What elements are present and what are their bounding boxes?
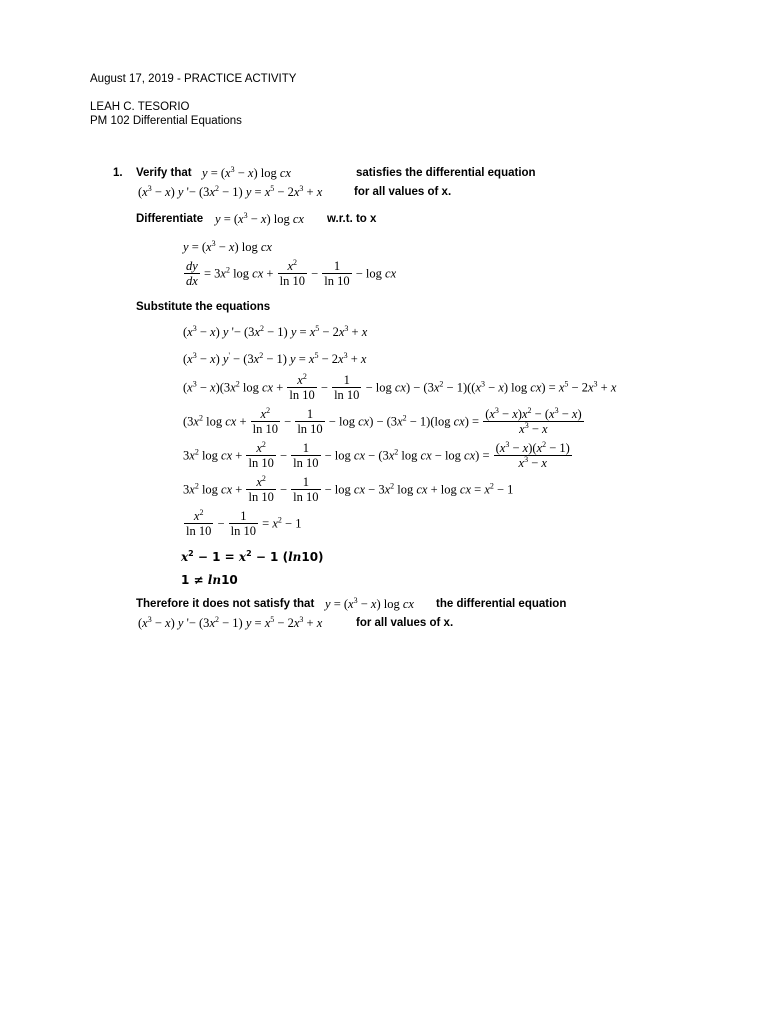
- activity-date-title: August 17, 2019 - PRACTICE ACTIVITY: [90, 73, 297, 85]
- step-8: $x^2 - 1 = x^2 - 1$ (ln10): [181, 549, 324, 564]
- the-de-label: the differential equation: [436, 598, 567, 610]
- derivative-equation: $\frac{dy}{dx}$ = $3x^2$ log cx + $\frac{x^2}{\ln 10}$ − $\frac{1}{\ln 10}$ − log cx: [186, 258, 397, 288]
- differentiate-label: Differentiate: [136, 213, 204, 225]
- differential-equation: $(x^3 - x)$ y '− $(3x^2 - 1) y = x^5 - 2x^3 + x$: [138, 184, 323, 199]
- step-4: ($3x^2$ log cx + $\frac{x^2}{\ln 10}$ − $\frac{1}{\ln 10}$ − $\log cx) - (3x^2 - 1)(\log$ cx) = $\frac{(x^3 - x)x^2 - (x^3 - x)}{x^3 - x}$: [183, 406, 582, 436]
- step-3: $(x^3 - x)(3x^2$ log cx + $\frac{x^2}{\ln 10}$ − $\frac{1}{\ln 10}$ − $\log cx) - (3x^2 - 1)((x^3 - x)$ $\log cx) = x^5 - 2x^3 + x$: [183, 372, 617, 402]
- step-9: 1 ≠ ln10: [181, 573, 238, 587]
- verify-label: Verify that: [136, 167, 192, 179]
- therefore-label: Therefore it does not satisfy that: [136, 598, 315, 610]
- conclusion-function: $y = (x^3 - x)$ log cx: [325, 596, 414, 611]
- step-7: $\frac{x^2}{\ln 10}$ − $\frac{1}{\ln 10}$ = $x^2 - 1$: [186, 508, 302, 538]
- problem-number: 1.: [113, 167, 123, 179]
- all-values-label-2: for all values of x.: [356, 617, 454, 629]
- step-1: $(x^3 - x)$ y '− $(3x^2 - 1) y = x^5 - 2x^3 + x$: [183, 324, 368, 339]
- conclusion-equation: $(x^3 - x)$ y '− $(3x^2 - 1) y = x^5 - 2x^3 + x$: [138, 615, 323, 630]
- all-values-label: for all values of x.: [354, 186, 452, 198]
- wrt-label: w.r.t. to x: [327, 213, 377, 225]
- course-name: PM 102 Differential Equations: [90, 115, 242, 127]
- step-2: $(x^3 - x) y' - (3x^2 - 1) y = x^5 - 2x^3 + x$: [183, 351, 367, 366]
- satisfies-label: satisfies the differential equation: [356, 167, 536, 179]
- student-name: LEAH C. TESORIO: [90, 101, 190, 113]
- function-equation: $y = (x^3 - x)$ log cx: [202, 165, 291, 180]
- differentiate-equation: $y = (x^3 - x)$ log cx: [215, 211, 304, 226]
- step-6: $3x^2$ log cx + $\frac{x^2}{\ln 10}$ − $\frac{1}{\ln 10}$ − log cx − $3x^2$ log cx + log cx = $x^2 - 1$: [183, 474, 514, 504]
- substitute-label: Substitute the equations: [136, 301, 271, 313]
- step-5: $3x^2$ log cx + $\frac{x^2}{\ln 10}$ − $\frac{1}{\ln 10}$ − log cx − ($3x^2$ log cx − log cx) = $\frac{(x^3 - x)(x^2 - 1)}{x^3 - x}$: [183, 440, 570, 470]
- step-y-equation: $y = (x^3 - x)$ log cx: [183, 239, 272, 254]
